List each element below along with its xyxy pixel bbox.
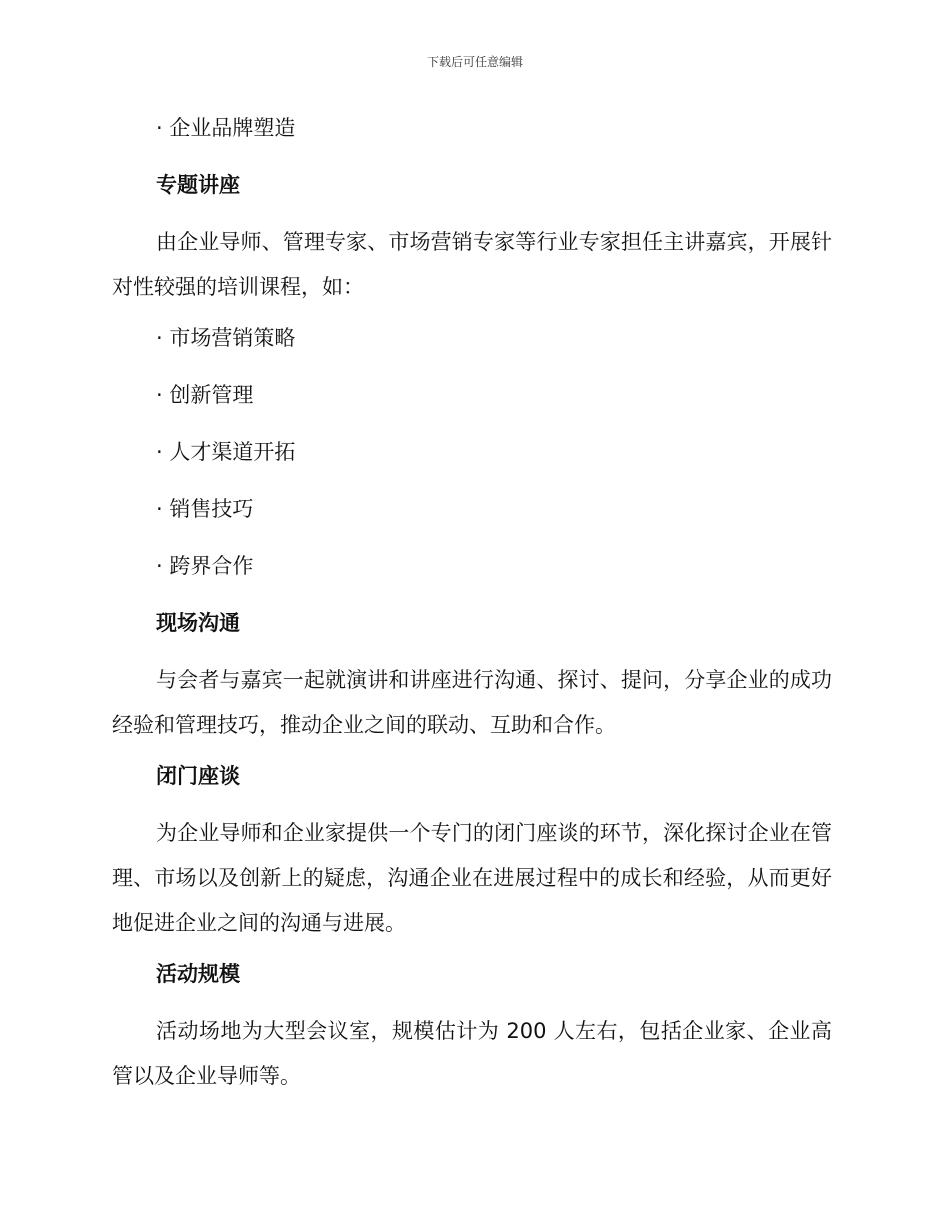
bullet-item: · 跨界合作	[156, 554, 254, 578]
page-header: 下载后可任意编辑	[426, 55, 523, 69]
bullet-item: · 销售技巧	[156, 497, 254, 521]
paragraph-closed-door: 为企业导师和企业家提供一个专门的闭门座谈的环节，深化探讨企业在管理、市场以及创新上的疑虑，沟通企业在进展过程中的成长和经验，从而更好地促进企业之间的沟通与进展。	[112, 821, 832, 935]
bullet-item: · 人才渠道开拓	[156, 440, 296, 464]
bullet-item: · 创新管理	[156, 383, 254, 407]
bullet-item: · 企业品牌塑造	[156, 116, 296, 140]
paragraph-lectures: 由企业导师、管理专家、市场营销专家等行业专家担任主讲嘉宾，开展针对性较强的培训课程，如：	[112, 230, 832, 299]
section-heading-onsite: 现场沟通	[156, 611, 240, 635]
paragraph-onsite: 与会者与嘉宾一起就演讲和讲座进行沟通、探讨、提问，分享企业的成功经验和管理技巧，推动企业之间的联动、互助和合作。	[112, 668, 832, 737]
section-heading-scale: 活动规模	[156, 962, 240, 986]
document-body	[112, 112, 832, 1111]
section-heading-closed-door: 闭门座谈	[156, 764, 240, 788]
bullet-item: · 市场营销策略	[156, 326, 296, 350]
paragraph-scale: 活动场地为大型会议室，规模估计为 200 人左右，包括企业家、企业高管以及企业导师等。	[112, 1019, 832, 1088]
section-heading-lectures: 专题讲座	[156, 173, 240, 197]
